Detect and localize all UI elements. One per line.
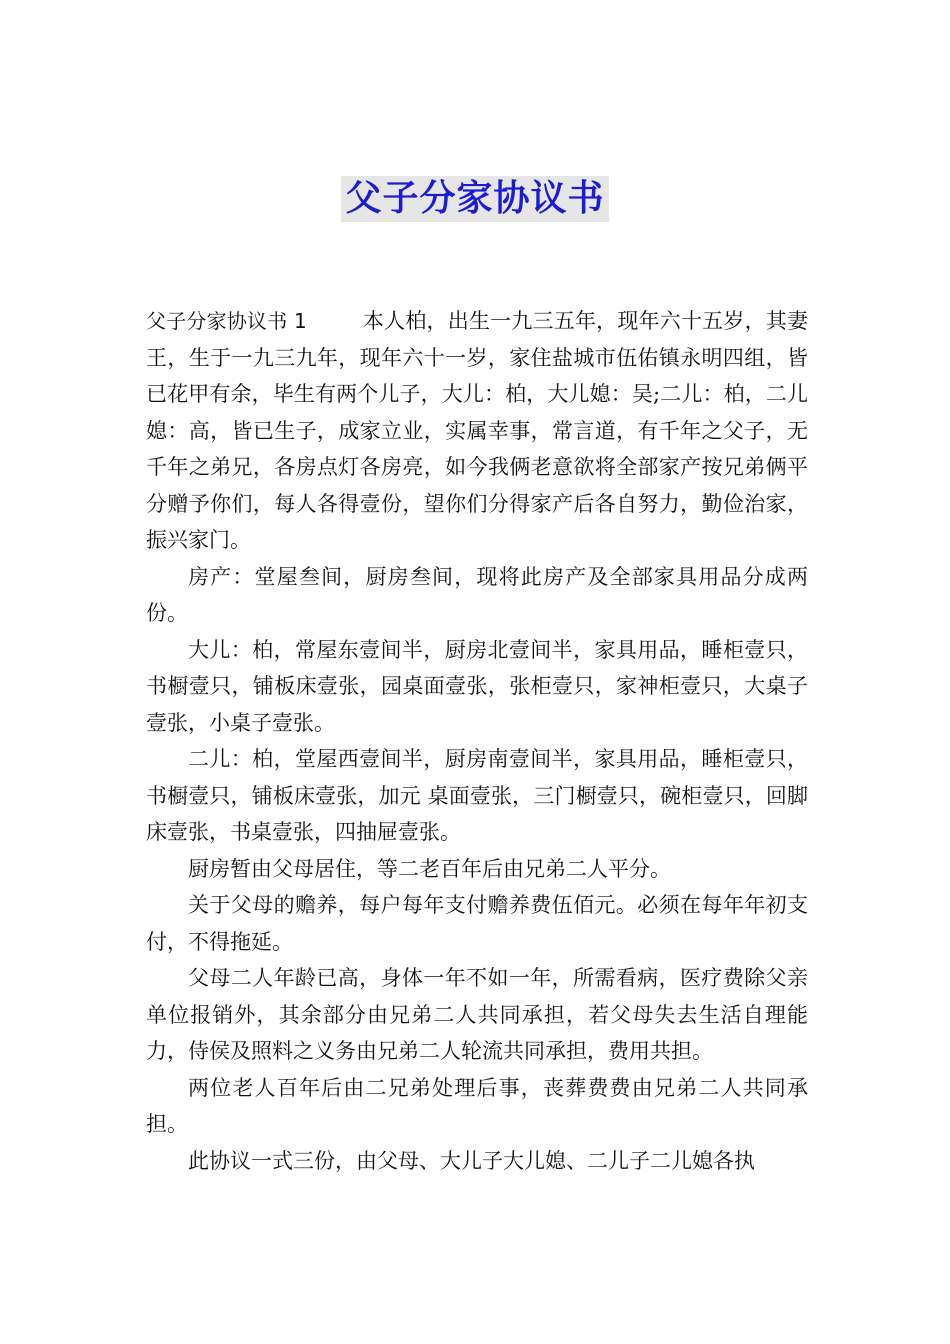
paragraph-property: 房产：堂屋叁间，厨房叁间，现将此房产及全部家具用品分成两份。 — [146, 564, 808, 625]
paragraph-support: 关于父母的赡养，每户每年支付赡养费伍佰元。必须在每年年初支付，不得拖延。 — [146, 893, 808, 954]
title-container — [0, 176, 950, 222]
paragraph-elder-son: 大儿：柏，常屋东壹间半，厨房北壹间半，家具用品，睡柜壹只，书橱壹只，铺板床壹张，园桌面壹张，张柜壹只，家神柜壹只，大桌子壹张，小桌子壹张。 — [146, 637, 808, 735]
document-title: 父子分家协议书 — [341, 176, 608, 222]
paragraph-funeral: 两位老人百年后由二兄弟处理后事，丧葬费费由兄弟二人共同承担。 — [146, 1075, 808, 1136]
paragraph-copies: 此协议一式三份，由父母、大儿子大儿媳、二儿子二儿媳各执 — [188, 1148, 755, 1173]
document-body — [146, 303, 808, 1179]
intro-paragraph — [146, 303, 808, 559]
paragraph-kitchen: 厨房暂由父母居住，等二老百年后由兄弟二人平分。 — [188, 856, 671, 881]
intro-label: 父子分家协议书 1 — [146, 309, 307, 333]
paragraph-younger-son: 二儿：柏，堂屋西壹间半，厨房南壹间半，家具用品，睡柜壹只，书橱壹只，铺板床壹张，加元 桌面壹张，三门橱壹只，碗柜壹只，回脚床壹张，书桌壹张，四抽屉壹张。 — [146, 747, 808, 844]
paragraph-medical: 父母二人年龄已高，身体一年不如一年，所需看病，医疗费除父亲单位报销外，其余部分由兄弟二人共同承担，若父母失去生活自理能力，侍侯及照料之义务由兄弟二人轮流共同承担，费用共担。 — [146, 966, 808, 1063]
intro-text: 本人柏，出生一九三五年，现年六十五岁，其妻王，生于一九三九年，现年六十一岁，家住盐城市伍佑镇永明四组，皆已花甲有余，毕生有两个儿子，大儿：柏，大儿媳：吴;二儿：柏，二儿媳：高，皆已生子，成家立业，实属幸事，常言道，有千年之父子，无千年之弟兄，各房点灯各房亮，如今我俩老意欲将全部家产按兄弟俩平分赠予你们，每人各得壹份，望你们分得家产后各自努力，勤俭治家，振兴家门。 — [146, 309, 808, 552]
